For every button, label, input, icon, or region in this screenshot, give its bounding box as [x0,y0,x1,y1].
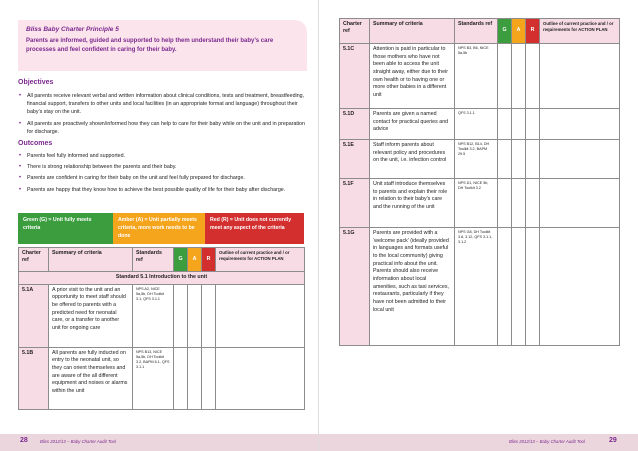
legend-green: Green (G) = Unit fully meets criteria [18,213,113,244]
a-cell[interactable] [512,228,526,346]
a-cell[interactable] [512,179,526,228]
charter-ref: 5.1F [340,179,370,228]
standards-ref: NPS G8, DH Toolkit 3.8, 3.12, QFS 3.1.1, 3.1.2 [455,228,498,346]
list-item: • Parents feel fully informed and supported. [18,152,308,160]
r-cell[interactable] [526,179,540,228]
header-summary: Summary of criteria [49,248,133,272]
section-title: Standard 5.1 Introduction to the unit [19,272,305,285]
standards-ref: NPS A2, NICE 5a,5b, DH Toolkit 3.1, QFS 3.1.1 [133,284,174,347]
footer-title: Bliss 2012/13 – Baby Charter Audit Tool [40,439,116,444]
page-number: 29 [609,437,617,444]
a-cell[interactable] [188,284,202,347]
criteria-summary: Parents are given a named contact for practical queries and advice [370,109,455,140]
header-standards: Standards ref [455,19,498,44]
g-cell[interactable] [498,179,512,228]
standards-ref: NPS D1, NICE 5b, DH Toolkit 3.2 [455,179,498,228]
g-cell[interactable] [498,44,512,109]
table-row [340,109,620,140]
criteria-table-right [339,18,620,346]
header-g: G [174,248,188,272]
action-plan-cell[interactable] [540,228,620,346]
action-plan-cell[interactable] [540,44,620,109]
r-cell[interactable] [526,44,540,109]
principle-text: Parents are informed, guided and supported to help them understand their baby’s care processes and feel confident in caring for their baby. [26,38,274,53]
legend-amber: Amber (A) = Unit partially meets criteria, more work needs to be done [113,213,205,244]
header-standards: Standards ref [133,248,174,272]
section-row [19,272,305,285]
list-item: • All parents receive relevant verbal and written information about clinical conditions, tests and treatment, breastfeeding, financial support, transfers to other units and local facilities (in an appropriate format and language) throughout their baby’s stay on the unit. [18,92,308,117]
header-r: R [202,248,216,272]
criteria-summary: A prior visit to the unit and an opportunity to meet staff should be offered to parents with a predicted need for neonatal care, or a transfer to another unit for ongoing care [49,284,133,347]
header-a: A [188,248,202,272]
a-cell[interactable] [512,140,526,179]
criteria-summary: All parents are fully inducted on entry to the neonatal unit, so they can orient themselves and are aware of the all different equipment and noises or alarms within the unit [49,347,133,409]
table-row [340,179,620,228]
standards-ref: QFS 3.1.1 [455,109,498,140]
header-outline: Outline of current practice and / or requirements for ACTION PLAN [540,19,620,44]
principle-title: Bliss Baby Charter Principle 5 [26,26,119,33]
a-cell[interactable] [512,109,526,140]
header-g: G [498,19,512,44]
footer-right [319,434,638,451]
standards-ref: NPS B3, B6, NICE 5a,5b [455,44,498,109]
r-cell[interactable] [202,284,216,347]
g-cell[interactable] [174,347,188,409]
header-charter-ref: Charter ref [340,19,370,44]
r-cell[interactable] [526,140,540,179]
g-cell[interactable] [498,228,512,346]
charter-ref: 5.1A [19,284,49,347]
r-cell[interactable] [526,109,540,140]
header-a: A [512,19,526,44]
right-page [319,0,638,451]
header-charter-ref: Charter ref [19,248,49,272]
table-row [340,44,620,109]
g-cell[interactable] [498,109,512,140]
outcomes-heading: Outcomes [18,140,53,147]
table-header-row [19,248,305,272]
list-item: • There is strong relationship between the parents and their baby. [18,163,308,171]
list-item: • Parents are happy that they know how to achieve the best possible quality of life for their baby after discharge. [18,186,308,194]
objectives-heading: Objectives [18,79,54,86]
table-header-row [340,19,620,44]
list-item: • Parents are confident in caring for their baby on the unit and feel fully prepared for discharge. [18,174,308,182]
criteria-summary: Unit staff introduce themselves to parents and explain their role in relation to their baby’s care and the running of the unit [370,179,455,228]
a-cell[interactable] [512,44,526,109]
header-outline: Outline of current practice and / or requirements for ACTION PLAN [216,248,305,272]
charter-ref: 5.1C [340,44,370,109]
table-row [19,347,305,409]
action-plan-cell[interactable] [216,347,305,409]
r-cell[interactable] [202,347,216,409]
principle-box [18,20,307,71]
criteria-table-left [18,247,305,410]
list-item: • All parents are proactively shown/informed how they can help to care for their baby while on the unit and in preparation for discharge. [18,120,308,136]
page-number: 28 [20,437,28,444]
criteria-summary: Attention is paid in particular to those mothers who have not been able to access the unit straight away, either due to their own health or to having one or more other babies in a different unit [370,44,455,109]
charter-ref: 5.1G [340,228,370,346]
action-plan-cell[interactable] [216,284,305,347]
header-summary: Summary of criteria [370,19,455,44]
action-plan-cell[interactable] [540,109,620,140]
r-cell[interactable] [526,228,540,346]
table-row [340,140,620,179]
rating-legend [18,213,304,244]
table-row [340,228,620,346]
g-cell[interactable] [174,284,188,347]
charter-ref: 5.1E [340,140,370,179]
charter-ref: 5.1D [340,109,370,140]
standards-ref: NPS B13, NICE 5a,5b, DH Toolkit 3.2, BAPM 6.1, QFS 3.1.1 [133,347,174,409]
standards-ref: NPS B12, B14, DH Toolkit 3.2, BAPM 29.5 [455,140,498,179]
legend-red: Red (R) = Unit does not currently meet any aspect of the criteria [205,213,304,244]
footer-title: Bliss 2012/13 – Baby Charter Audit Tool [509,439,585,444]
table-row [19,284,305,347]
criteria-summary: Parents are provided with a ‘welcome pack’ (ideally provided in languages and formats useful to the local community) giving practical info about the unit. Parents should also receive information about local amenities, such as taxi services, restaurants, particularly if they have not been admitted to their local unit [370,228,455,346]
action-plan-cell[interactable] [540,179,620,228]
g-cell[interactable] [498,140,512,179]
charter-ref: 5.1B [19,347,49,409]
criteria-summary: Staff inform parents about relevant policy and procedures on the unit, i.e. infection control [370,140,455,179]
action-plan-cell[interactable] [540,140,620,179]
header-r: R [526,19,540,44]
a-cell[interactable] [188,347,202,409]
objectives-list [18,92,308,139]
footer-left [0,434,319,451]
outcomes-list [18,152,308,197]
